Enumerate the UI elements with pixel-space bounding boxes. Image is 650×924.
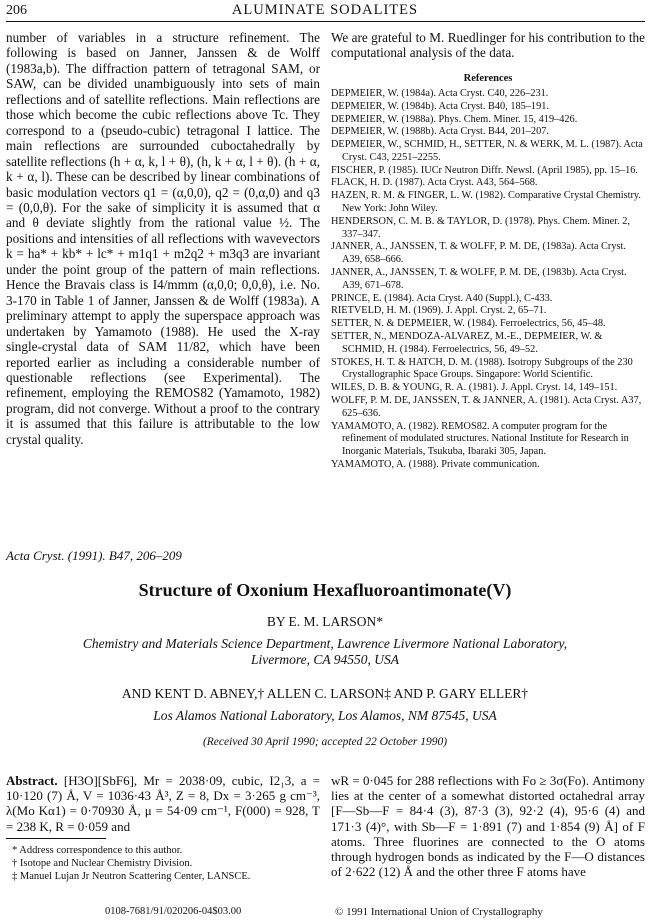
byline-2: AND KENT D. ABNEY,† ALLEN C. LARSON‡ AND P. GARY ELLER† [121, 686, 529, 701]
page-number: 206 [6, 3, 27, 18]
reference-item: PRINCE, E. (1984). Acta Cryst. A40 (Suppl.), C-433. [331, 292, 553, 304]
footnote-item: † Isotope and Nuclear Chemistry Division. [12, 858, 193, 869]
issn-line: 0108-7681/91/020206-04$03.00 [105, 906, 242, 917]
references-heading: References [463, 72, 513, 84]
left-column-text: number of variables in a structure refinement. The following is based on Janner, Janssen & de Wolff (1983a,b). The diffraction pattern of tetragonal SAM, or SAW, can be divided unambiguously into sets of main reflections and of satellite reflections. Main reflections are those which become the cubic reflections above Tc. They correspond to a (pseudo-cubic) tetragonal I lattice. The main reflections are surrounded cuboctahedrally by satellite reflections (h + α, k, l + θ), (h, k + α, l + θ). (h + α, k + α, l). These can be described by linear combinations of basic modulation vectors q1 = (α,0,0), q2 = (0,α,0) and q3 = (0,0,θ). For the sake of simplicity it is assumed that α and θ deviate slightly from the rational value ½. The positions and intensities of all reflections with wavevectors k = ha* + kb* + lc* + m1q1 + m2q2 + m3q3 are invariant under the point group of the pattern of main reflections. Hence the Bravais class is I4/mmm (α,0,0; 0,0,θ), i.e. No. 3-170 in Table 1 of Janner, Janssen & de Wolff (1983a). A preliminary attempt to apply the superspace approach was undertaken by Yamamoto (1988). He used the X-ray single-crystal data of SAM 11/82, which have been reported earlier as including a considerable number of questionable reflections (see Experimental). The refinement, employing the REMOS82 (Yamamoto, 1982) program, did not converge. Without a proof to the contrary it is assumed that this failure is attributable to the low crystal quality. [6, 30, 320, 447]
reference-item: FISCHER, P. (1985). IUCr Neutron Diffr. Newsl. (April 1985), pp. 15–16. [331, 164, 638, 176]
abstract-label: Abstract. [6, 773, 58, 788]
reference-item: JANNER, A., JANSSEN, T. & WOLFF, P. M. DE, (1983a). Acta Cryst. A39, 658–666. [331, 241, 626, 266]
reference-item: FLACK, H. D. (1987). Acta Cryst. A43, 564–568. [331, 177, 538, 189]
reference-item: DEPMEIER, W. (1984b). Acta Cryst. B40, 185–191. [331, 100, 549, 112]
footnote-item: * Address correspondence to this author. [12, 845, 183, 856]
journal-citation: Acta Cryst. (1991). B47, 206–209 [6, 548, 182, 563]
reference-item: DEPMEIER, W., SCHMID, H., SETTER, N. & WERK, M. L. (1987). Acta Cryst. C43, 2251–2255. [331, 139, 643, 163]
article-title: Structure of Oxonium Hexafluoroantimonate(V) [138, 580, 512, 600]
affiliation-2: Los Alamos National Laboratory, Los Alamos, NM 87545, USA [153, 708, 497, 723]
reference-item: JANNER, A., JANSSEN, T. & WOLFF, P. M. DE, (1983b). Acta Cryst. A39, 671–678. [331, 267, 627, 291]
reference-item: WOLFF, P. M. DE, JANSSEN, T. & JANNER, A. (1981). Acta Cryst. A37, 625–636. [331, 395, 642, 419]
acknowledgement: We are grateful to M. Ruedlinger for his contribution to the computational analysis of the data. [331, 30, 645, 61]
reference-item: DEPMEIER, W. (1984a). Acta Cryst. C40, 226–231. [331, 87, 549, 99]
reference-item: DEPMEIER, W. (1988b). Acta Cryst. B44, 201–207. [331, 126, 549, 138]
reference-item: YAMAMOTO, A. (1982). REMOS82. A computer program for the refinement of modulated structures. National Institute for Research in Inorganic Materials, Tsukuba, Ibaraki 305, Japan. [331, 420, 629, 458]
affiliation-1-line-2: Livermore, CA 94550, USA [250, 652, 400, 667]
byline-1: BY E. M. LARSON* [266, 614, 384, 629]
running-title: ALUMINATE SODALITES [231, 2, 419, 18]
affiliation-1-line-1: Chemistry and Materials Science Department, Lawrence Livermore National Laboratory, [82, 636, 568, 651]
reference-item: HAZEN, R. M. & FINGER, L. W. (1982). Comparative Crystal Chemistry. New York: John Wiley. [331, 190, 641, 215]
abstract-left [6, 773, 320, 834]
abstract-right: wR = 0·045 for 288 reflections with Fo ≥ 3σ(Fo). Antimony lies at the center of a somewhat distorted octahedral array [F—Sb—F = 84·4 (3), 87·3 (3), 92·2 (4), 95·6 (4) and 171·3 (4)°, with Sb—F = 1·891 (7) and 1·854 (9) Å] of F atoms. Three fluorines are connected to the O atoms through hydrogen bonds as indicated by the F—O distances of 2·622 (12) Å and the other three F atoms have [331, 773, 645, 880]
footnotes [12, 844, 312, 883]
footnote-item: ‡ Manuel Lujan Jr Neutron Scattering Center, LANSCE. [12, 871, 251, 882]
reference-item: SETTER, N. & DEPMEIER, W. (1984). Ferroelectrics, 56, 45–48. [331, 318, 606, 330]
reference-item: STOKES, H. T. & HATCH, D. M. (1988). Isotropy Subgroups of the 230 Crystallographic Space Groups. Singapore: World Scientific. [331, 356, 633, 381]
reference-item: HENDERSON, C. M. B. & TAYLOR, D. (1978). Phys. Chem. Miner. 2, 337–347. [331, 215, 630, 240]
reference-item: YAMAMOTO, A. (1988). Private communication. [331, 459, 540, 471]
references-list [331, 88, 645, 472]
header-rule [6, 21, 645, 22]
reference-item: SETTER, N., MENDOZA-ALVAREZ, M.-E., DEPMEIER, W. & SCHMID, H. (1984). Ferroelectrics, 56, 49–52. [331, 331, 603, 355]
reference-item: WILES, D. B. & YOUNG, R. A. (1981). J. Appl. Cryst. 14, 149–151. [331, 382, 618, 394]
abstract-left-text: [H3O][SbF6], Mr = 2038·09, cubic, I2₁3, a = 10·120 (7) Å, V = 1036·43 Å³, Z = 8, Dx = 3·265 g cm⁻³, λ(Mo Kα1) = 0·70930 Å, μ = 54·09 cm⁻¹, F(000) = 928, T = 238 K, R = 0·059 and [6, 773, 321, 834]
reference-item: DEPMEIER, W. (1988a). Phys. Chem. Miner. 15, 419–426. [331, 113, 578, 125]
copyright-line: © 1991 International Union of Crystallography [335, 906, 543, 918]
right-column [331, 30, 645, 472]
footnote-rule [6, 838, 106, 839]
reference-item: RIETVELD, H. M. (1969). J. Appl. Cryst. 2, 65–71. [331, 305, 547, 317]
received-dates: (Received 30 April 1990; accepted 22 October 1990) [202, 736, 448, 748]
